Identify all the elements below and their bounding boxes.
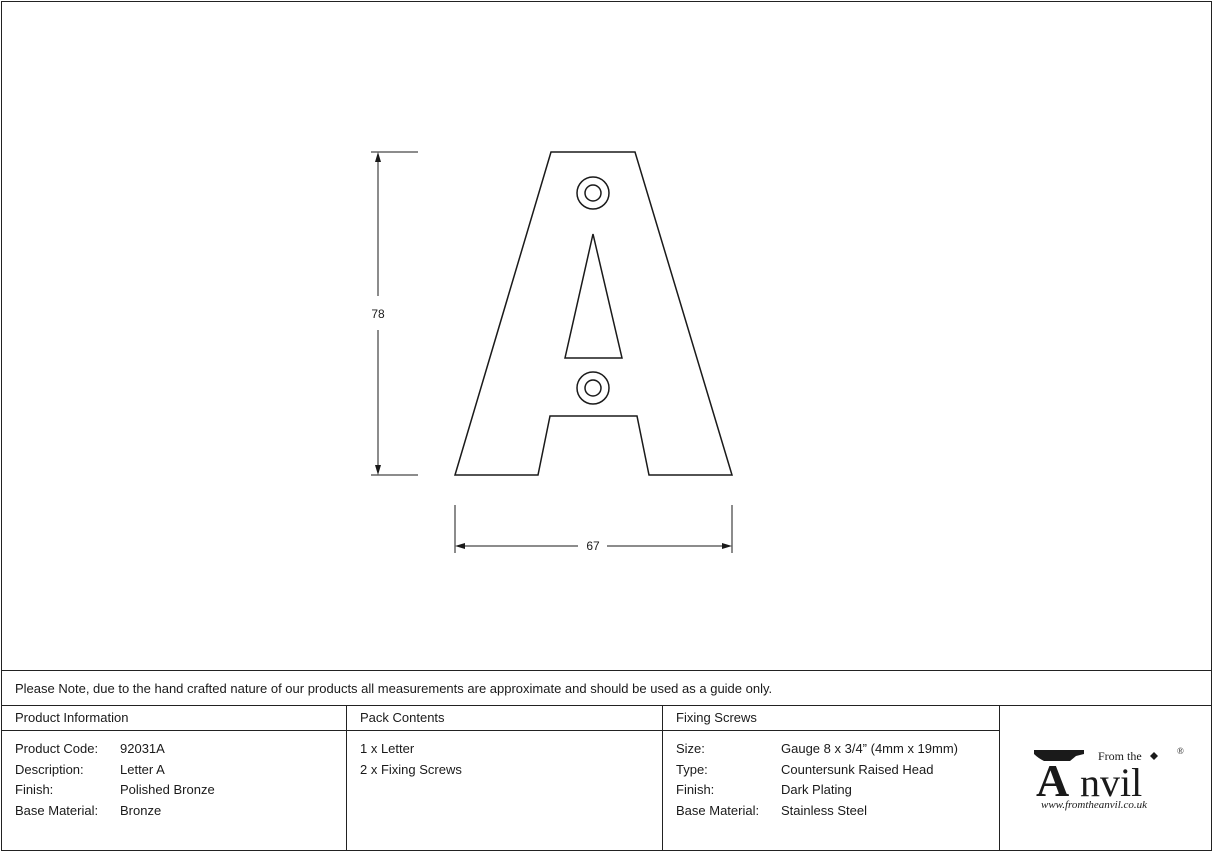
top-fixing-hole-inner	[585, 185, 601, 201]
logo-brand-initial: A	[1036, 755, 1070, 806]
screw-row	[676, 739, 999, 760]
panel-title: Pack Contents	[347, 706, 662, 731]
info-value: 92031A	[120, 741, 165, 756]
diamond-icon	[1150, 752, 1158, 760]
logo-brand-rest: nvil	[1080, 760, 1143, 805]
screw-row	[676, 780, 999, 801]
screw-row	[676, 760, 999, 781]
pack-contents-panel	[347, 706, 663, 851]
screw-value: Gauge 8 x 3/4” (4mm x 19mm)	[781, 741, 958, 756]
width-dimension-label: 67	[586, 539, 600, 553]
panel-title: Product Information	[2, 706, 346, 731]
info-value: Polished Bronze	[120, 782, 215, 797]
bottom-fixing-hole-outer	[577, 372, 609, 404]
height-dimension-label: 78	[371, 307, 385, 321]
info-value: Bronze	[120, 802, 162, 818]
info-row	[15, 739, 346, 760]
screw-value: Dark Plating	[781, 782, 852, 797]
info-value: Letter A	[120, 761, 165, 777]
logo-url: www.fromtheanvil.co.uk	[1041, 799, 1148, 811]
info-row	[15, 760, 346, 781]
screw-value: Stainless Steel	[781, 802, 867, 818]
top-fixing-hole-outer	[577, 177, 609, 209]
pack-item: 2 x Fixing Screws	[360, 761, 462, 777]
screw-key: Base Material:	[676, 802, 760, 818]
screw-row	[676, 801, 999, 822]
product-information-panel	[2, 706, 347, 851]
screw-key: Type:	[676, 761, 708, 777]
info-key: Finish:	[15, 782, 54, 797]
letter-a-counter	[565, 234, 622, 358]
info-row	[15, 801, 346, 822]
fixing-screws-panel	[663, 706, 1000, 851]
screw-key: Finish:	[676, 782, 715, 797]
pack-item: 1 x Letter	[360, 741, 415, 756]
logo-from-the: From the	[1098, 749, 1142, 763]
anvil-logo	[1000, 706, 1212, 851]
screw-key: Size:	[676, 741, 705, 756]
info-key: Description:	[15, 761, 84, 777]
info-key: Base Material:	[15, 802, 99, 818]
info-key: Product Code:	[15, 741, 99, 756]
measurement-note: Please Note, due to the hand crafted nature of our products all measurements are approximate and should be used as a guide only.	[2, 670, 1212, 706]
logo-registered: ®	[1177, 746, 1184, 756]
info-row	[15, 780, 346, 801]
bottom-fixing-hole-inner	[585, 380, 601, 396]
screw-value: Countersunk Raised Head	[781, 761, 934, 777]
panel-title: Fixing Screws	[663, 706, 999, 731]
